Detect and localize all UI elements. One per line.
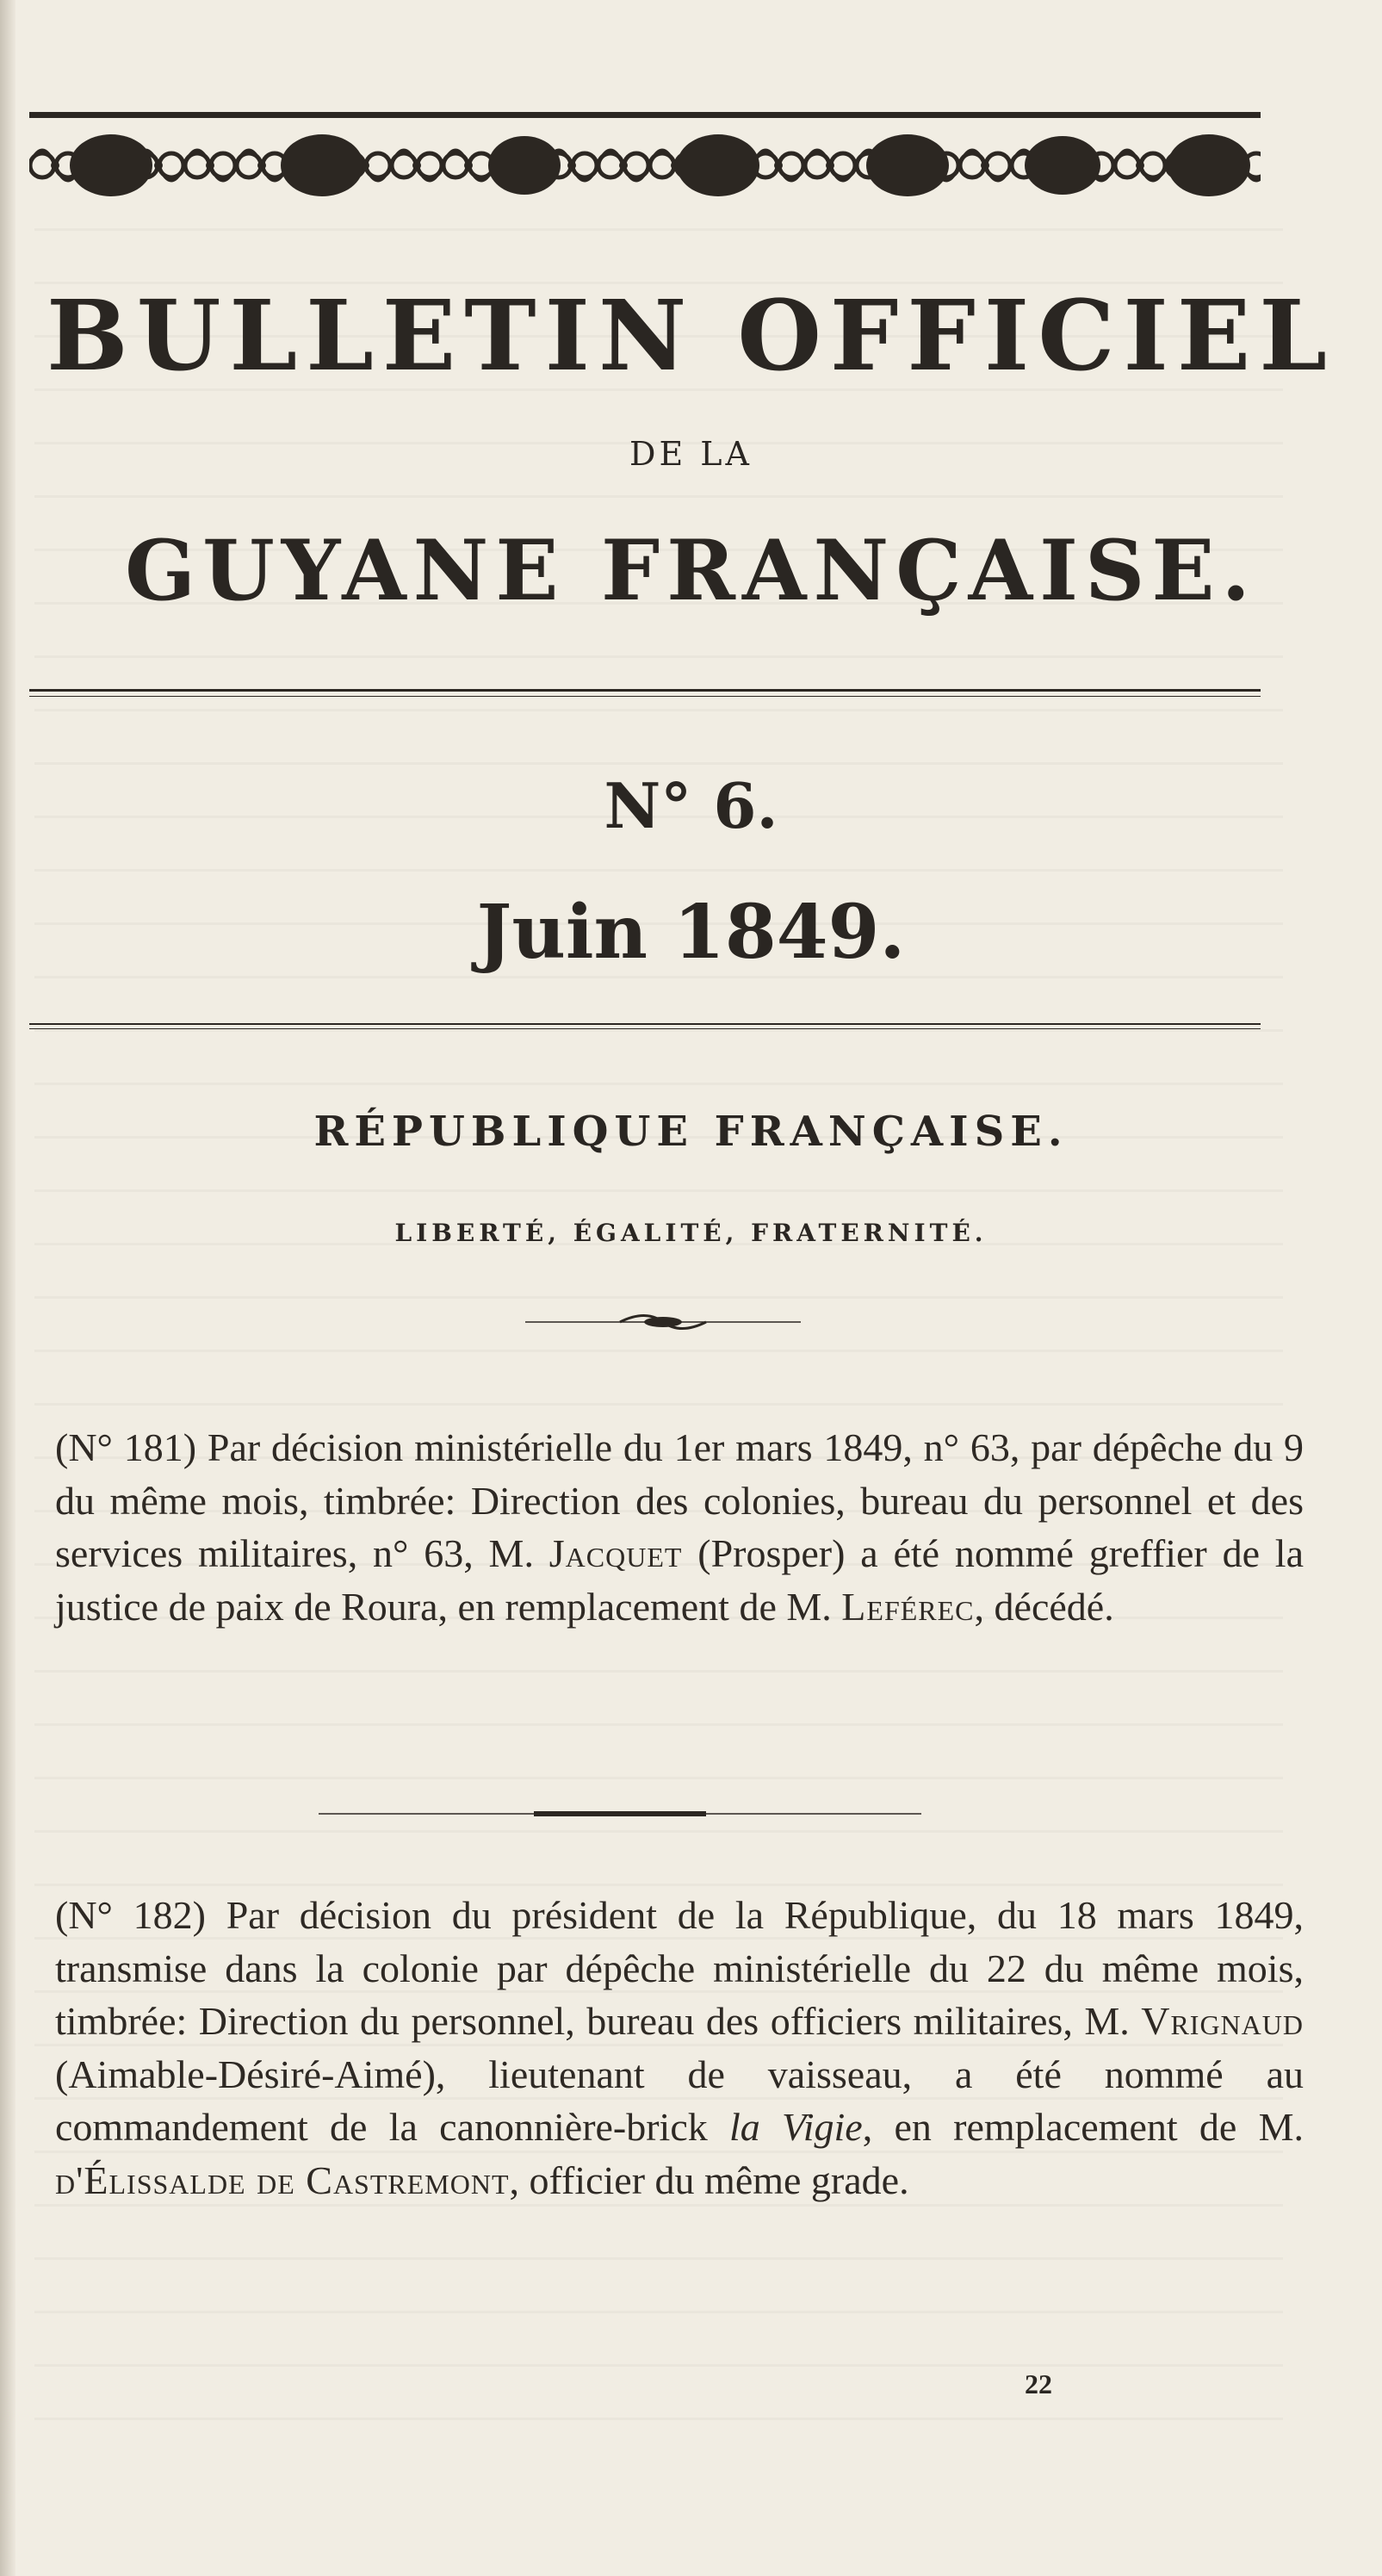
divider-rule-2 [29, 1023, 1261, 1025]
divider-rule-1 [29, 689, 1261, 692]
entry-divider [319, 1809, 921, 1818]
entry-text: , officier du même grade. [509, 2157, 909, 2202]
colony-name: GUYANE FRANÇAISE. [125, 522, 1257, 619]
divider-rule-1b [29, 696, 1261, 697]
ship-name: la Vigie [729, 2105, 863, 2149]
decree-entry-182: (N° 182) Par décision du président de la République, du 18 mars 1849, transmise dans la colonie par dépêche ministérielle du 22 du même mois, timbrée: Direction du personnel, bureau des officiers militaires, M. Vrignaud (Aimable-Désiré-Aimé), lieutenant de vaisseau, a été nommé au commandement de la canonnière-brick la Vigie, en remplacement de M. d'Élissalde de Castremont, officier du même grade. [55, 1893, 1305, 2202]
entry-number: N° 181 [68, 1425, 183, 1469]
issue-number: N° 6. [604, 769, 778, 842]
person-name: d'Élissalde de Castremont [55, 2157, 510, 2202]
entry-text: , en remplacement de M. [862, 2105, 1304, 2149]
entry-text: , décédé. [974, 1584, 1114, 1629]
person-name: Leférec [841, 1584, 975, 1629]
entry-text: Par décision du président de la République, du 18 mars 1849, transmise dans la colonie par dépêche ministérielle du 22 du même mois, timbrée: Direction du personnel, bureau des officiers militaires, M. [55, 1893, 1305, 2043]
ornamental-swash [525, 1309, 801, 1335]
entry-text: Par décision ministérielle du 1er mars 1849, n° 63, par dépêche du 9 du même mois, timbrée: Direction des colonies, bureau du personnel et des services militaires, n° 63, M. [55, 1425, 1304, 1575]
republic-motto: LIBERTÉ, ÉGALITÉ, FRATERNITÉ. [394, 1219, 988, 1247]
page-edge-shadow [0, 0, 15, 2576]
ornamental-header-band [29, 122, 1261, 208]
issue-date: Juin 1849. [476, 889, 906, 976]
top-rule [29, 112, 1261, 118]
person-name: Vrignaud [1141, 1999, 1304, 2043]
divider-rule-2b [29, 1028, 1261, 1029]
de-la-text: DE LA [629, 435, 753, 473]
entry-text: (Prosper) a été nommé greffier de la justice de paix de Roura, en remplacement de M. [55, 1531, 1304, 1629]
entry-number: N° 182 [68, 1893, 193, 1937]
bulletin-title: BULLETIN OFFICIEL [46, 280, 1336, 393]
decree-entry-181: (N° 181) Par décision ministérielle du 1er mars 1849, n° 63, par dépêche du 9 du même mois, timbrée: Direction des colonies, bureau du personnel et des services militaires, n° 63, M. Jacquet (Prosper) a été nommé greffier de la justice de paix de Roura, en remplacement de M. Leférec, décédé. [55, 1425, 1304, 1629]
entry-text: (Aimable-Désiré-Aimé), lieutenant de vaisseau, a été nommé au commandement de la canonnière-brick [55, 2051, 1304, 2149]
republic-title: RÉPUBLIQUE FRANÇAISE. [313, 1108, 1069, 1156]
person-name: Jacquet [548, 1531, 683, 1575]
page-number: 22 [1025, 2368, 1052, 2399]
